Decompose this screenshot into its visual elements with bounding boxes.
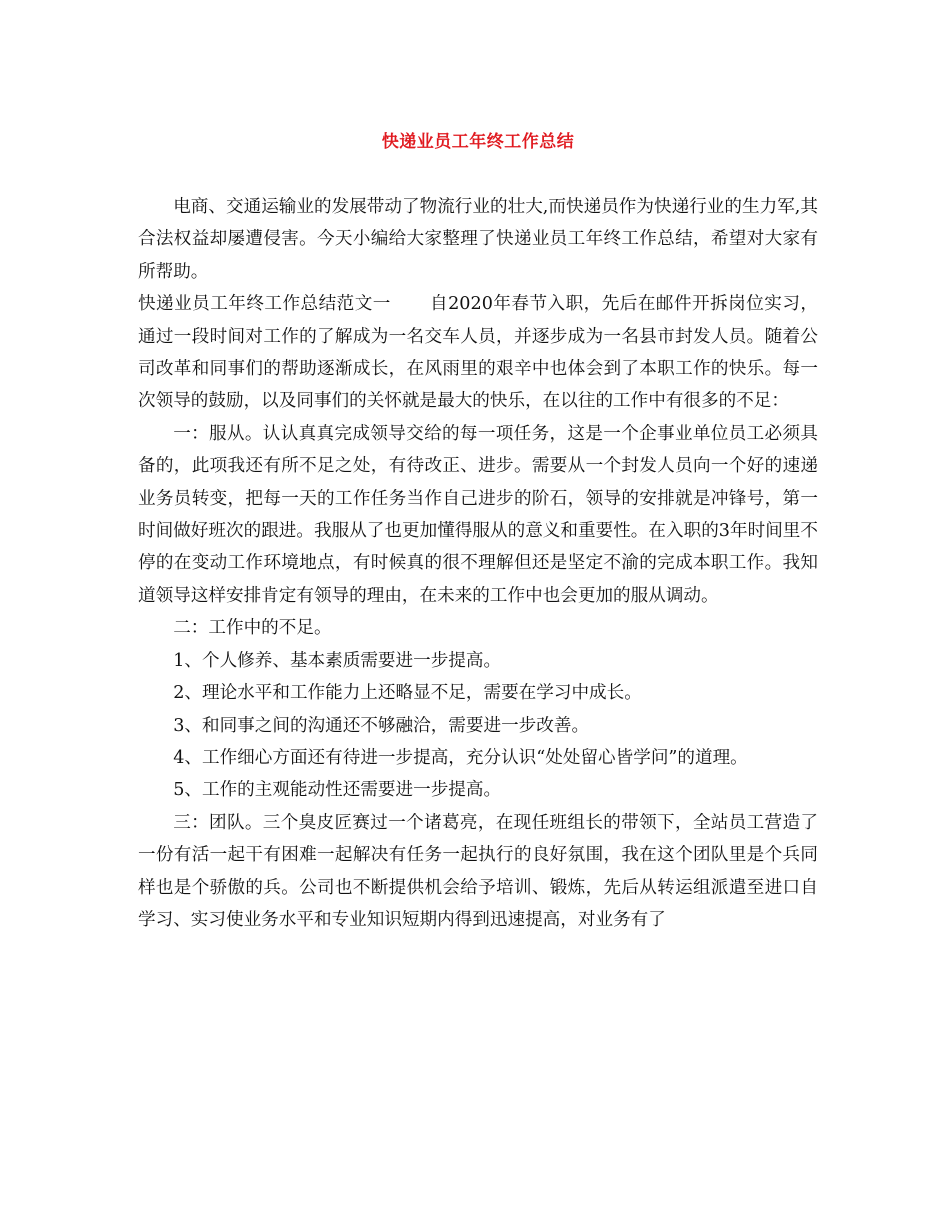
paragraph-team: 三：团队。三个臭皮匠赛过一个诸葛亮，在现任班组长的带领下，全站员工营造了一份有活一起干有困难一起解决有任务一起执行的良好氛围，我在这个团队里是个兵同样也是个骄傲的兵。公司也不断提供机会给予培训、锻炼，先后从转运组派遣至进口自学习、实习使业务水平和专业知识短期内得到迅速提高，对业务有了 xyxy=(138,812,818,930)
section-lead: 自2020年春节入职，先后在邮件开拆岗位实习，通过一段时间对工作的了解成为一名交车人员，并逐步成为一名县市封发人员。随着公司改革和同事们的帮助逐渐成长，在风雨里的艰辛中也体会到了本职工作的快乐。每一次领导的鼓励，以及同事们的关怀就是最大的快乐，在以往的工作中有很多的不足： xyxy=(138,294,818,412)
paragraph-shortcomings-heading: 二：工作中的不足。 xyxy=(173,618,332,639)
paragraph-obedience: 一：服从。认认真真完成领导交给的每一项任务，这是一个企事业单位员工必须具备的，此项我还有所不足之处，有待改正、进步。需要从一个封发人员向一个好的速递业务员转变，把每一天的工作任务当作自己进步的阶石，领导的安排就是冲锋号，第一时间做好班次的跟进。我服从了也更加懂得服从的意义和重要性。在入职的3年时间里不停的在变动工作环境地点，有时候真的很不理解但还是坚定不渝的完成本职工作。我知道领导这样安排肯定有领导的理由，在未来的工作中也会更加的服从调动。 xyxy=(138,423,818,606)
list-item: 1、个人修养、基本素质需要进一步提高。 xyxy=(173,650,502,671)
list-item: 5、工作的主观能动性还需要进一步提高。 xyxy=(173,780,502,801)
list-item: 4、工作细心方面还有待进一步提高，充分认识“处处留心皆学问”的道理。 xyxy=(173,747,748,768)
document-title: 快递业员工年终工作总结 xyxy=(381,132,575,152)
list-item: 2、理论水平和工作能力上还略显不足，需要在学习中成长。 xyxy=(173,683,642,704)
section-paragraph xyxy=(138,288,818,418)
section-heading: 快递业员工年终工作总结范文一 xyxy=(138,294,391,315)
document-body xyxy=(138,191,818,936)
list-item: 3、和同事之间的沟通还不够融洽，需要进一步改善。 xyxy=(173,715,590,736)
intro-paragraph: 电商、交通运输业的发展带动了物流行业的壮大,而快递员作为快递行业的生力军,其合法权益却屡遭侵害。今天小编给大家整理了快递业员工年终工作总结，希望对大家有所帮助。 xyxy=(138,197,818,282)
document-page xyxy=(138,0,818,1230)
